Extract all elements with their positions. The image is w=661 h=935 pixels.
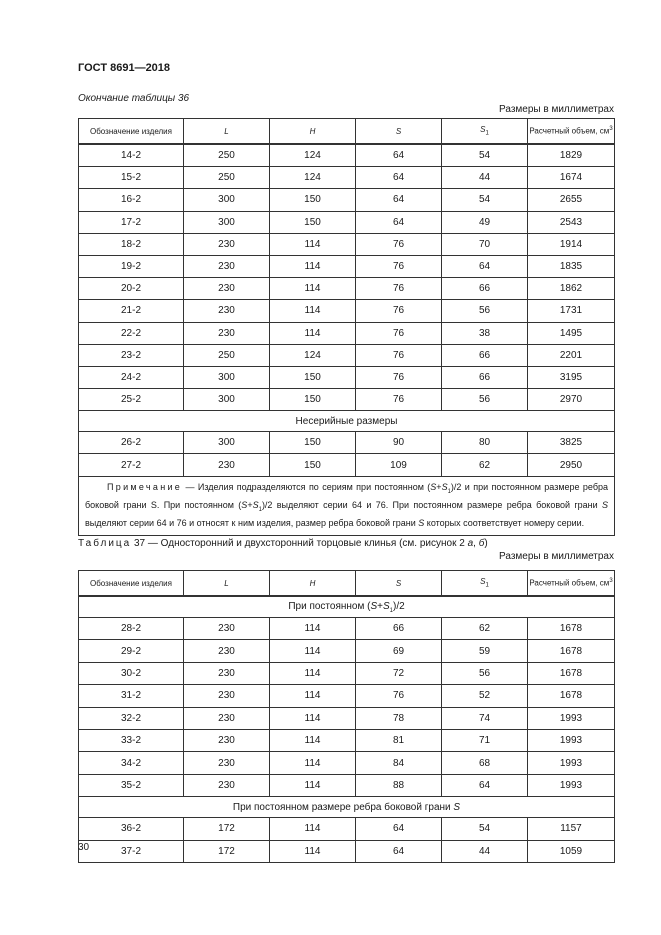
table-37 [78,570,615,863]
table-cell: 230 [184,662,270,684]
table-cell: 172 [184,818,270,840]
table-cell: 76 [356,278,442,300]
table-row [79,818,615,840]
table-cell: 32-2 [79,707,184,729]
table-cell: 34-2 [79,752,184,774]
table-row [79,167,615,189]
table-row [79,211,615,233]
table-cell: 70 [442,233,528,255]
table-cell: 3825 [528,432,615,454]
table-cell: 114 [270,255,356,277]
table-cell: 59 [442,640,528,662]
table-cell: 33-2 [79,729,184,751]
page-number: 30 [78,842,90,853]
col-header-H: H [270,119,356,145]
table-cell: 66 [442,366,528,388]
table-cell: 64 [356,211,442,233]
col-header-volume: Расчетный объем, $см^3$ [528,571,615,597]
table-header-row [79,571,615,597]
table-cell: 230 [184,685,270,707]
table-cell: 114 [270,752,356,774]
table-36-note: Примечание — Изделия подразделяются по сериям при постоянном $(S+S_1)/2$ и при постоянном размере ребра боковой грани S. При постоянном $(S+S_1)/2$ выделяют серии 64 и 76. При постоянном размере ребра боковой грани S выделяют серии 64 и 76 и относят к ним изделия, размер ребра боковой грани S которых соответствует номеру серии. [79,476,615,535]
table-cell: 81 [356,729,442,751]
table-cell: 230 [184,618,270,640]
table-36 [78,118,615,536]
table-cell: 124 [270,167,356,189]
table-cell: 1678 [528,685,615,707]
table-cell: 71 [442,729,528,751]
table-cell: 114 [270,774,356,796]
table-row [79,774,615,796]
table-cell: 38 [442,322,528,344]
table-cell: 66 [442,278,528,300]
col-header-S: S [356,119,442,145]
table-cell: 1059 [528,840,615,862]
table-cell: 76 [356,322,442,344]
table-cell: 114 [270,662,356,684]
table-cell: 44 [442,167,528,189]
table-cell: 29-2 [79,640,184,662]
table-37-caption: Таблица 37 — Односторонний и двухсторонний торцовые клинья (см. рисунок 2 а, б) [78,538,488,549]
table-cell: 250 [184,344,270,366]
table-cell: 1862 [528,278,615,300]
table-cell: 88 [356,774,442,796]
table-cell: 2655 [528,189,615,211]
group-row [79,596,615,618]
table-row [79,662,615,684]
table-row [79,707,615,729]
table-cell: 230 [184,300,270,322]
table-37-units: Размеры в миллиметрах [499,551,614,562]
table-cell: 68 [442,752,528,774]
table-36-body-serial [79,144,615,411]
table-cell: 124 [270,344,356,366]
table-cell: 230 [184,729,270,751]
table-cell: 230 [184,752,270,774]
table-cell: 76 [356,233,442,255]
table-cell: 56 [442,300,528,322]
table-cell: 114 [270,640,356,662]
col-header-S: S [356,571,442,597]
table-cell: 150 [270,211,356,233]
col-header-S1: $S_1$ [442,119,528,145]
table-cell: 230 [184,255,270,277]
table-cell: 1835 [528,255,615,277]
table-row [79,685,615,707]
table-cell: 300 [184,211,270,233]
table-cell: 23-2 [79,344,184,366]
table-cell: 1993 [528,774,615,796]
table-row [79,454,615,476]
col-header-designation: Обозначение изделия [79,571,184,597]
table-row [79,729,615,751]
table-cell: 64 [442,774,528,796]
table-cell: 20-2 [79,278,184,300]
table-36-caption: Окончание таблицы 36 [78,93,190,104]
table-cell: 25-2 [79,389,184,411]
table-cell: 250 [184,144,270,167]
table-cell: 36-2 [79,818,184,840]
table-37-body-constant-sum [79,618,615,797]
table-cell: 2543 [528,211,615,233]
table-cell: 76 [356,344,442,366]
table-cell: 24-2 [79,366,184,388]
table-cell: 44 [442,840,528,862]
table-cell: 1993 [528,707,615,729]
table-cell: 90 [356,432,442,454]
table-cell: 78 [356,707,442,729]
table-36-units: Размеры в миллиметрах [499,104,614,115]
table-row [79,189,615,211]
table-cell: 72 [356,662,442,684]
col-header-volume: Расчетный объем, $см^3$ [528,119,615,145]
table-cell: 17-2 [79,211,184,233]
table-row [79,344,615,366]
table-cell: 21-2 [79,300,184,322]
table-cell: 66 [356,618,442,640]
table-cell: 64 [356,144,442,167]
group-constant-edge: При постоянном размере ребра боковой грани S [79,797,615,818]
table-cell: 84 [356,752,442,774]
table-cell: 22-2 [79,322,184,344]
table-cell: 150 [270,189,356,211]
table-row [79,255,615,277]
table-cell: 64 [356,818,442,840]
table-cell: 114 [270,618,356,640]
table-cell: 76 [356,389,442,411]
table-cell: 250 [184,167,270,189]
table-cell: 230 [184,322,270,344]
table-cell: 31-2 [79,685,184,707]
table-cell: 52 [442,685,528,707]
table-row [79,618,615,640]
table-cell: 54 [442,144,528,167]
table-cell: 15-2 [79,167,184,189]
table-cell: 230 [184,640,270,662]
table-row [79,840,615,862]
group-constant-sum: При постоянном $(S+S_1)/2$ [79,596,615,618]
table-cell: 114 [270,278,356,300]
table-cell: 150 [270,366,356,388]
table-cell: 2950 [528,454,615,476]
table-cell: 1678 [528,640,615,662]
table-row [79,389,615,411]
table-cell: 114 [270,233,356,255]
table-row [79,300,615,322]
table-cell: 114 [270,729,356,751]
table-cell: 114 [270,707,356,729]
table-cell: 300 [184,189,270,211]
table-cell: 16-2 [79,189,184,211]
table-row [79,752,615,774]
table-cell: 28-2 [79,618,184,640]
table-cell: 1674 [528,167,615,189]
table-cell: 1157 [528,818,615,840]
col-header-S1: $S_1$ [442,571,528,597]
table-cell: 1495 [528,322,615,344]
col-header-H: H [270,571,356,597]
table-cell: 114 [270,322,356,344]
table-37-body-constant-edge [79,818,615,863]
table-cell: 2970 [528,389,615,411]
table-cell: 1914 [528,233,615,255]
table-cell: 76 [356,685,442,707]
table-cell: 19-2 [79,255,184,277]
table-row [79,640,615,662]
table-cell: 1678 [528,662,615,684]
table-cell: 1731 [528,300,615,322]
table-cell: 76 [356,255,442,277]
table-cell: 49 [442,211,528,233]
table-cell: 54 [442,818,528,840]
table-cell: 26-2 [79,432,184,454]
group-nonserial: Несерийные размеры [79,411,615,432]
table-cell: 1678 [528,618,615,640]
table-36-body-nonserial [79,432,615,476]
note-row [79,476,615,535]
table-cell: 300 [184,432,270,454]
table-cell: 64 [442,255,528,277]
table-cell: 150 [270,389,356,411]
table-row [79,432,615,454]
document-header: ГОСТ 8691—2018 [78,62,171,74]
col-header-designation: Обозначение изделия [79,119,184,145]
table-cell: 64 [356,840,442,862]
table-cell: 56 [442,662,528,684]
table-cell: 114 [270,818,356,840]
table-cell: 1829 [528,144,615,167]
table-cell: 14-2 [79,144,184,167]
table-row [79,233,615,255]
table-row [79,366,615,388]
table-cell: 37-2 [79,840,184,862]
table-cell: 150 [270,454,356,476]
table-cell: 3195 [528,366,615,388]
table-cell: 54 [442,189,528,211]
group-row [79,411,615,432]
table-cell: 66 [442,344,528,366]
table-cell: 150 [270,432,356,454]
table-row [79,322,615,344]
table-cell: 27-2 [79,454,184,476]
table-cell: 74 [442,707,528,729]
table-cell: 114 [270,840,356,862]
group-row [79,797,615,818]
table-cell: 2201 [528,344,615,366]
table-cell: 124 [270,144,356,167]
table-cell: 1993 [528,729,615,751]
table-cell: 56 [442,389,528,411]
table-row [79,278,615,300]
table-cell: 69 [356,640,442,662]
table-cell: 114 [270,685,356,707]
table-cell: 109 [356,454,442,476]
table-cell: 230 [184,278,270,300]
table-cell: 76 [356,300,442,322]
table-cell: 64 [356,167,442,189]
table-cell: 300 [184,366,270,388]
table-cell: 172 [184,840,270,862]
table-cell: 18-2 [79,233,184,255]
col-header-L: L [184,571,270,597]
table-header-row [79,119,615,145]
table-cell: 80 [442,432,528,454]
table-cell: 76 [356,366,442,388]
table-cell: 230 [184,454,270,476]
table-cell: 300 [184,389,270,411]
table-cell: 230 [184,707,270,729]
table-cell: 1993 [528,752,615,774]
table-cell: 30-2 [79,662,184,684]
table-cell: 114 [270,300,356,322]
table-cell: 62 [442,618,528,640]
table-row [79,144,615,167]
table-cell: 230 [184,233,270,255]
table-cell: 230 [184,774,270,796]
table-cell: 35-2 [79,774,184,796]
col-header-L: L [184,119,270,145]
table-cell: 64 [356,189,442,211]
table-cell: 62 [442,454,528,476]
